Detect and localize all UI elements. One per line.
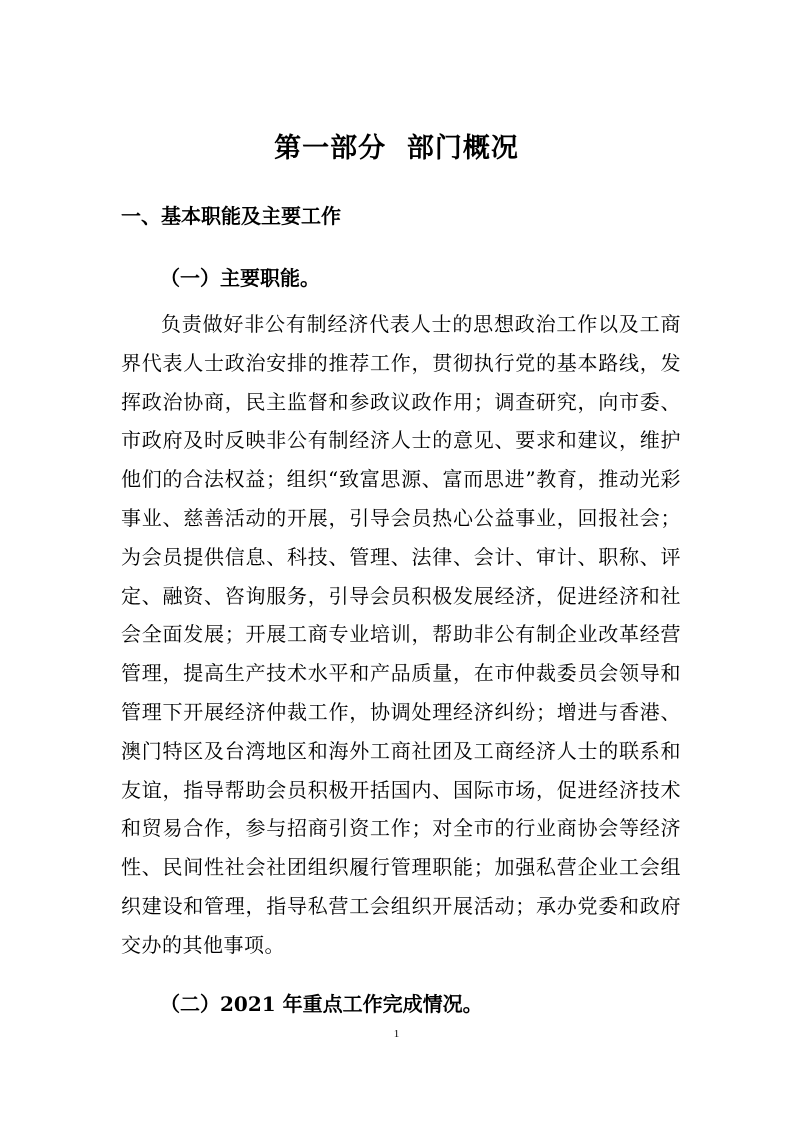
subsection-heading-main-functions: （一）主要职能。 [160,266,320,290]
section-heading: 一、基本职能及主要工作 [121,204,341,228]
functions-paragraph: 负责做好非公有制经济代表人士的思想政治工作以及工商界代表人士政治安排的推荐工作，贯彻执行党的基本路线，发挥政治协商，民主监督和参政议政作用；调查研究，向市委、市政府及时反映非公有制经济人士的意见、要求和建议，维护他们的合法权益；组织“致富思源、富而思进”教育，推动光彩事业、慈善活动的开展，引导会员热心公益事业，回报社会；为会员提供信息、科技、管理、法律、会计、审计、职称、评定、融资、咨询服务，引导会员积极发展经济，促进经济和社会全面发展；开展工商专业培训，帮助非公有制企业改革经营管理，提高生产技术水平和产品质量，在市仲裁委员会领导和管理下开展经济仲裁工作，协调处理经济纠纷；增进与香港、澳门特区及台湾地区和海外工商社团及工商经济人士的联系和友谊，指导帮助会员积极开括国内、国际市场，促进经济技术和贸易合作，参与招商引资工作；对全市的行业商协会等经济性、民间性社会社团组织履行管理职能；加强私营企业工会组织建设和管理，指导私营工会组织开展活动；承办党委和政府交办的其他事项。 [121,312,681,957]
subsection-heading-2021-work: （二）2021 年重点工作完成情况。 [160,992,483,1016]
page-number: 1 [393,1028,400,1040]
page-title: 第一部分 部门概况 [274,133,519,164]
